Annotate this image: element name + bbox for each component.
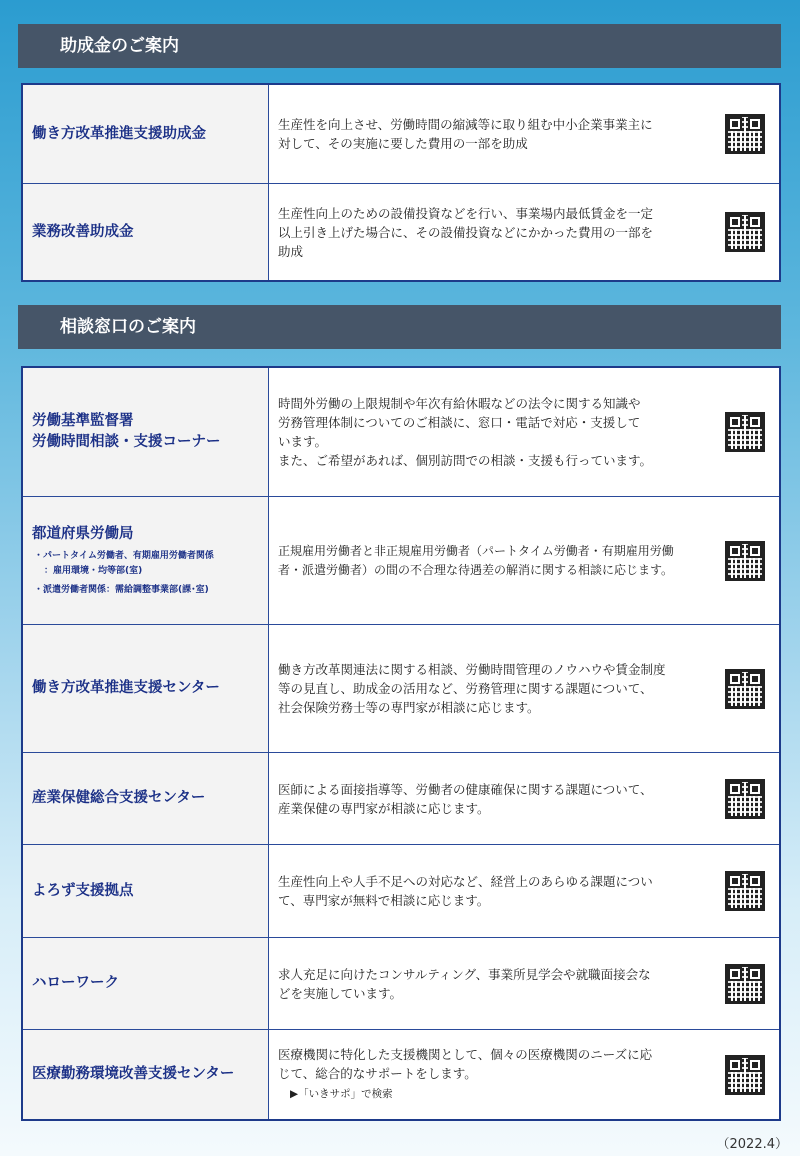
grants-panel (21, 83, 781, 282)
consultation-row (23, 938, 779, 1030)
consultation-desc (269, 845, 779, 937)
consultation-desc (269, 938, 779, 1029)
consultation-desc (269, 1030, 779, 1119)
grant-row (23, 184, 779, 280)
consultation-title: よろず支援拠点 (32, 882, 134, 899)
consultation-label (23, 625, 269, 752)
qr-code-icon[interactable] (725, 871, 765, 911)
grant-desc (269, 85, 779, 183)
consultation-title: 労働基準監督署 (32, 413, 134, 429)
grant-desc (269, 184, 779, 280)
consultation-note: ・パートタイム労働者、有期雇用労働者関係 (34, 550, 214, 561)
consultation-row (23, 368, 779, 497)
qr-code-icon[interactable] (725, 412, 765, 452)
consultation-desc (269, 753, 779, 844)
qr-code-icon[interactable] (725, 114, 765, 154)
consultation-row (23, 497, 779, 625)
qr-code-icon[interactable] (725, 212, 765, 252)
grant-row (23, 85, 779, 184)
search-hint: ▶「いきサポ」で検索 (290, 1088, 393, 1100)
consultation-subtitle: 労働時間相談・支援コーナー (32, 434, 221, 450)
grant-title: 業務改善助成金 (32, 223, 134, 240)
consultation-title: ハローワーク (32, 975, 119, 991)
consultation-desc-body: 医療機関に特化した支援機関として、個々の医療機関のニーズに応 じて、総合的なサポートをします。 (278, 1047, 653, 1081)
consultation-header-text: 相談窓口のご案内 (60, 317, 196, 337)
consultation-title: 働き方改革推進支援センター (32, 680, 220, 696)
consultation-label (23, 845, 269, 937)
consultation-desc (269, 625, 779, 752)
consultation-title: 産業保健総合支援センター (32, 790, 206, 806)
consultation-note: ・派遣労働者関係：需給調整事業部(課･室) (34, 584, 209, 595)
qr-code-icon[interactable] (725, 669, 765, 709)
consultation-row (23, 1030, 779, 1119)
consultation-row (23, 845, 779, 938)
consultation-desc-text: 時間外労働の上限規制や年次有給休暇などの法令に関する知識や 労務管理体制についてのご相談に、窓口・電話で対応・支援して います。 また、ご希望があれば、個別訪問での相談・支援も行っています。 (278, 396, 653, 468)
consultation-title: 都道府県労働局 (32, 525, 134, 542)
grant-desc-text: 生産性を向上させ、労働時間の縮減等に取り組む中小企業事業主に 対して、その実施に要した費用の一部を助成 (278, 117, 653, 151)
grant-label (23, 85, 269, 183)
consultation-label (23, 368, 269, 496)
consultation-row (23, 625, 779, 753)
consultation-title: 医療勤務環境改善支援センター (32, 1066, 235, 1082)
consultation-panel (21, 366, 781, 1121)
publication-date: （2022.4） (716, 1137, 788, 1152)
consultation-desc-text: 求人充足に向けたコンサルティング、事業所見学会や就職面接会な どを実施しています。 (278, 966, 651, 1001)
consultation-desc (269, 368, 779, 496)
consultation-label (23, 1030, 269, 1119)
consultation-desc-text: 医師による面接指導等、労働者の健康確保に関する課題について、 産業保健の専門家が相談に応じます。 (278, 781, 653, 816)
consultation-label (23, 753, 269, 844)
consultation-note: ：雇用環境・均等部(室) (44, 565, 143, 576)
qr-code-icon[interactable] (725, 964, 765, 1004)
grants-section-header (18, 24, 781, 68)
consultation-desc (269, 497, 779, 624)
grant-desc-text: 生産性向上のための設備投資などを行い、事業場内最低賃金を一定 以上引き上げた場合に、その設備投資などにかかった費用の一部を 助成 (278, 205, 654, 259)
qr-code-icon[interactable] (725, 1055, 765, 1095)
grants-header-text: 助成金のご案内 (60, 36, 179, 56)
consultation-section-header (18, 305, 781, 349)
consultation-label (23, 938, 269, 1029)
consultation-desc-text: 正規雇用労働者と非正規雇用労働者（パートタイム労働者・有期雇用労働 者・派遣労働者）の間の不合理な待遇差の解消に関する相談に応じます。 (278, 543, 674, 577)
consultation-desc-text: 生産性向上や人手不足への対応など、経営上のあらゆる課題につい て、専門家が無料で相談に応じます。 (278, 874, 653, 908)
grant-title: 働き方改革推進支援助成金 (32, 125, 206, 142)
consultation-row (23, 753, 779, 845)
grant-label (23, 184, 269, 280)
consultation-label (23, 497, 269, 624)
qr-code-icon[interactable] (725, 541, 765, 581)
consultation-desc-text: 働き方改革関連法に関する相談、労働時間管理のノウハウや賃金制度 等の見直し、助成金の活用など、労務管理に関する課題について、 社会保険労務士等の専門家が相談に応じます。 (278, 662, 666, 715)
consultation-desc-text (278, 1026, 711, 1123)
qr-code-icon[interactable] (725, 779, 765, 819)
